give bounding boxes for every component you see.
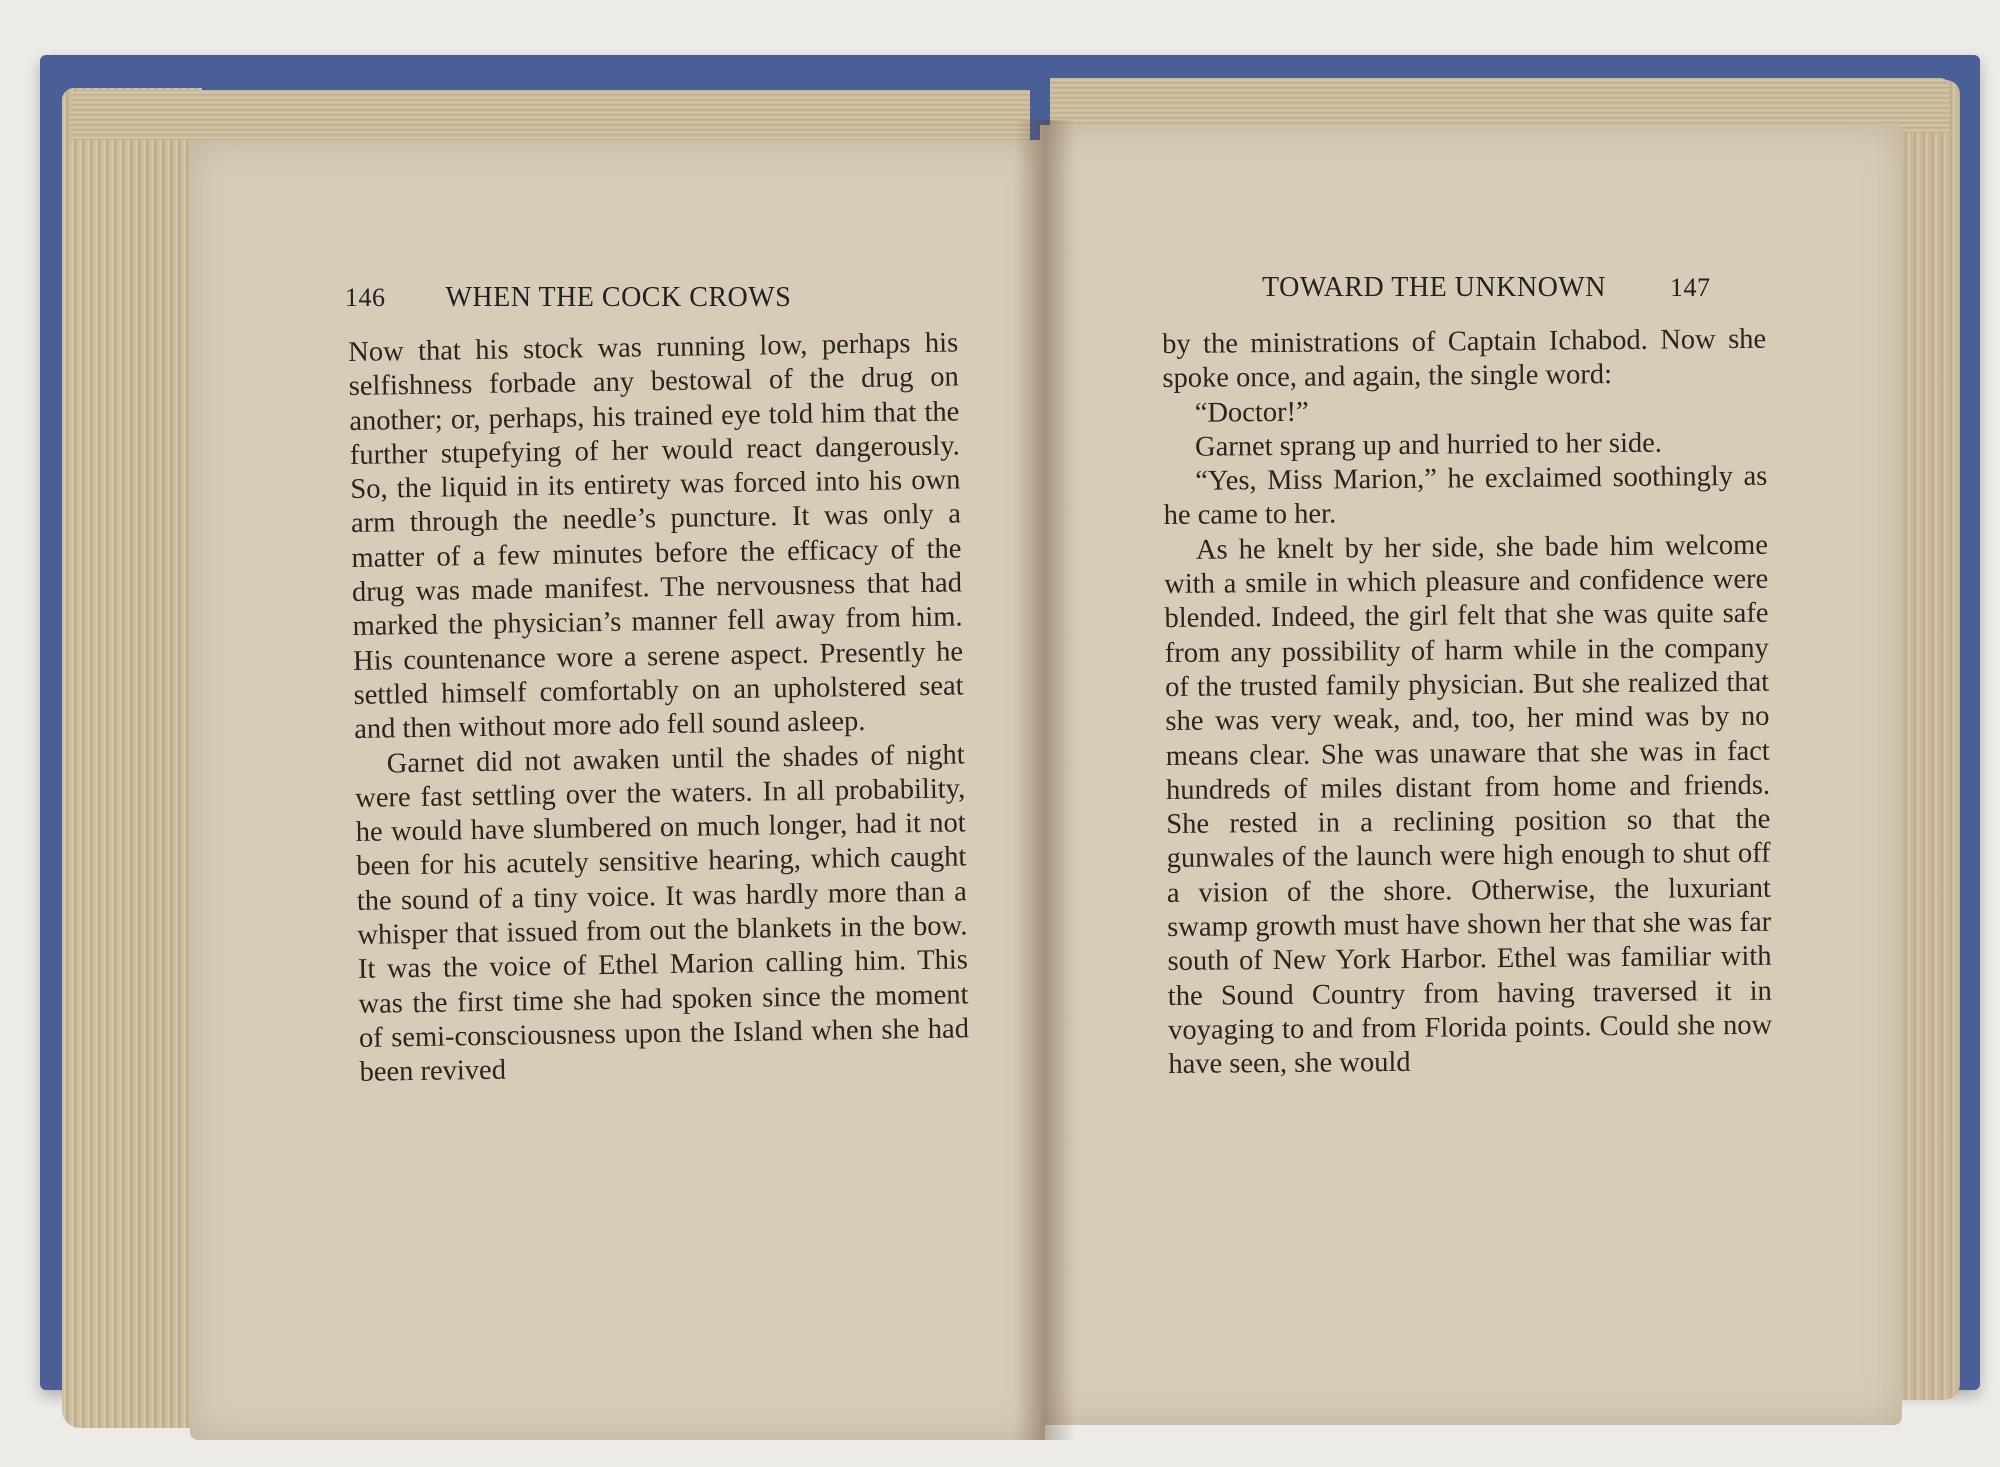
paragraph: Garnet did not awaken until the shades of night were fast settling over the waters. In all probability, he would have slumbered on much longer, had it not been for his acutely sensitive hearing, which caught the sound of a tiny voice. It was hardly more than a whisper that issued from out the blankets in the bow. It was the voice of Ethel Marion calling him. This was the first time she had spoken since the moment of semi-consciousness upon the Island when she had been revived <box>355 738 970 1089</box>
paragraph: “Yes, Miss Marion,” he exclaimed soothingly as he came to her. <box>1163 460 1768 532</box>
right-running-title: TOWARD THE UNKNOWN <box>1262 272 1606 303</box>
right-running-head <box>1262 272 1710 304</box>
paragraph: “Doctor!” <box>1194 396 1309 429</box>
left-running-title: WHEN THE COCK CROWS <box>445 282 792 313</box>
left-running-head <box>345 282 791 314</box>
book-gutter <box>1015 120 1075 1440</box>
right-page-number: 147 <box>1669 273 1711 302</box>
page-edges-top-left <box>70 90 1030 140</box>
right-page-body <box>1162 323 1773 1083</box>
paragraph: Garnet sprang up and hurried to her side. <box>1194 427 1663 463</box>
paragraph: Now that his stock was running low, perhaps his selfishness forbade any bestowal of the drug on another; or, perhaps, his trained eye told him that the further stupefying of her would react dangerously. So, the liquid in its entirety was forced into his own arm through the needle’s puncture. It was only a matter of a few minutes before the efficacy of the drug was made manifest. The nervousness that had marked the physician’s manner fell away from him. His countenance wore a serene aspect. Presently he settled himself comfortably on an upholstered seat and then without more ado fell sound asleep. <box>348 327 964 746</box>
paragraph: As he knelt by her side, she bade him welcome with a smile in which pleasure and confidence were blended. Indeed, the girl felt that she was quite safe from any possibility of harm while in the company of the trusted family physician. But she realized that she was very weak, and, too, her mind was by no means clear. She was unaware that she was in fact hundreds of miles distant from home and friends. She rested in a reclining position so that the gunwales of the launch were high enough to shut off a vision of the shore. Otherwise, the luxuriant swamp growth must have shown her that she was far south of New York Harbor. Ethel was familiar with the Sound Country from having traversed it in voyaging to and from Florida points. Could she now have seen, she would <box>1164 529 1773 1081</box>
page-edges-left <box>62 88 202 1428</box>
paragraph: by the ministrations of Captain Ichabod. Now she spoke once, and again, the single word: <box>1162 323 1767 395</box>
left-page-body <box>348 326 970 1090</box>
left-page-number: 146 <box>345 283 386 312</box>
